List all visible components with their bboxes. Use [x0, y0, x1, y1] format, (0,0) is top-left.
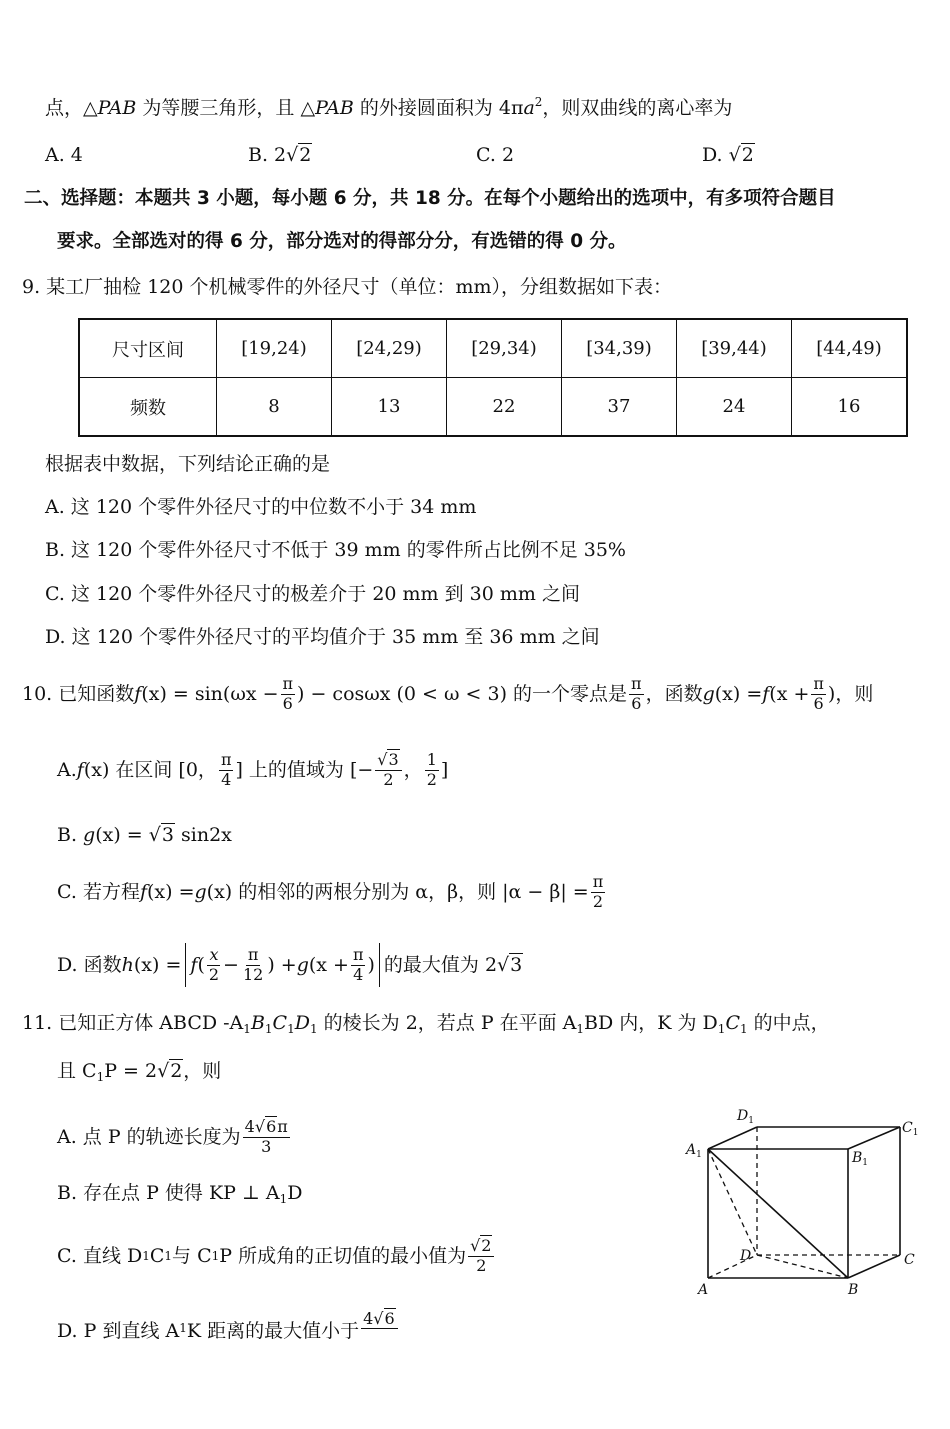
label-d1: $D_1$ [737, 1108, 754, 1126]
q10-option-d: D. 函数 h (x) = f ( $\frac{x}{2}$ − $\frac{\pi}{12}$ ) + g (x + $\frac{\pi}{4}$ ) 的最大值为 2 √3 [57, 943, 523, 987]
table-header-interval: 尺寸区间 [79, 319, 217, 378]
q11-stem-cont: 且 $C_1P = 2√2$，则 [57, 1060, 222, 1084]
q8-option-b: B. 2√2 [248, 144, 312, 166]
cube-figure [680, 1100, 930, 1300]
q8-option-a: A. 4 [45, 144, 83, 166]
table-cell: 13 [332, 378, 447, 437]
table-cell: 37 [562, 378, 677, 437]
q9-option-a: A. 这 120 个零件外径尺寸的中位数不小于 34 mm [45, 496, 477, 518]
q10-option-c: C. 若方程 f (x) = g (x) 的相邻的两根分别为 α，β，则 |α − β| = $\frac{\pi}{2}$ [57, 872, 604, 911]
label-b: B [848, 1282, 859, 1298]
q8-option-c: C. 2 [476, 144, 515, 166]
q11-stem: 11. 已知正方体 ABCD $-A_1B_1C_1D_1$ 的棱长为 2，若点 P 在平面 $A_1BD$ 内，K 为 $D_1C_1$ 的中点， [22, 1012, 830, 1036]
q11-option-b: B. 存在点 P 使得 KP ⊥ $A_1D$ [57, 1182, 303, 1206]
section2-heading: 二、选择题：本题共 3 小题，每小题 6 分，共 18 分。在每个小题给出的选项中，有多项符合题目 [24, 188, 836, 209]
table-row [79, 319, 907, 378]
table-cell: 22 [447, 378, 562, 437]
table-cell: [34,39) [562, 319, 677, 378]
q10-option-a: A. f (x) 在区间 [0， $\frac{\pi}{4}$ ] 上的值域为 [− $\frac{√3}{2}$ ， $\frac{1}{2}$ ] [57, 750, 449, 789]
table-cell: [44,49) [792, 319, 908, 378]
label-d: D [740, 1248, 752, 1264]
section2-heading-cont: 要求。全部选对的得 6 分，部分选对的得部分分，有选错的得 0 分。 [57, 231, 627, 252]
table-cell: [19,24) [217, 319, 332, 378]
q9-stem: 9. 某工厂抽检 120 个机械零件的外径尺寸（单位：mm），分组数据如下表： [22, 276, 673, 298]
table-cell: [24,29) [332, 319, 447, 378]
q10-stem: 10. 已知函数 f (x) = sin(ωx − $\frac{\pi}{6}$ ) − cosωx (0 < ω < 3) 的一个零点是 $\frac{\pi}{6}$ ，函数 g (x) = f (x + $\frac{\pi}{6}$ )，则 [22, 674, 874, 713]
table-cell: 8 [217, 378, 332, 437]
label-c1: $C_1$ [902, 1120, 919, 1138]
table-cell: 16 [792, 378, 908, 437]
q9-option-b: B. 这 120 个零件外径尺寸不低于 39 mm 的零件所占比例不足 35% [45, 539, 626, 561]
q9-prompt: 根据表中数据，下列结论正确的是 [45, 453, 331, 475]
q9-option-c: C. 这 120 个零件外径尺寸的极差介于 20 mm 到 30 mm 之间 [45, 583, 580, 605]
table-row [79, 378, 907, 437]
abs-bar-right [379, 943, 380, 987]
q8-option-d: D. √2 [702, 144, 754, 166]
table-header-frequency: 频数 [79, 378, 217, 437]
table-cell: [29,34) [447, 319, 562, 378]
q11-option-a: A. 点 P 的轨迹长度为 $\frac{4√6\pi}{3}$ [57, 1117, 288, 1156]
label-a1: $A_1$ [686, 1142, 702, 1160]
q10-option-b: B. g(x) = √3 sin2x [57, 824, 232, 846]
q8-stem-tail: 点，△PAB 为等腰三角形，且 △PAB 的外接圆面积为 $4\pi a^2$，则双曲线的离心率为 [45, 95, 733, 119]
frequency-table [78, 318, 908, 437]
q9-option-d: D. 这 120 个零件外径尺寸的平均值介于 35 mm 至 36 mm 之间 [45, 626, 600, 648]
q11-option-c: C. 直线 D 1 C 1 与 C 1 P 所成角的正切值的最小值为 $\frac{√2}{2}$ [57, 1232, 496, 1280]
q11-option-d: D. P 到直线 A 1 K 距离的最大值小于 4√6 [57, 1312, 400, 1352]
table-cell: [39,44) [677, 319, 792, 378]
table-cell: 24 [677, 378, 792, 437]
label-b1: $B_1$ [852, 1150, 869, 1168]
label-a: A [698, 1282, 709, 1298]
label-c: C [904, 1252, 915, 1268]
abs-bar-left [185, 943, 186, 987]
